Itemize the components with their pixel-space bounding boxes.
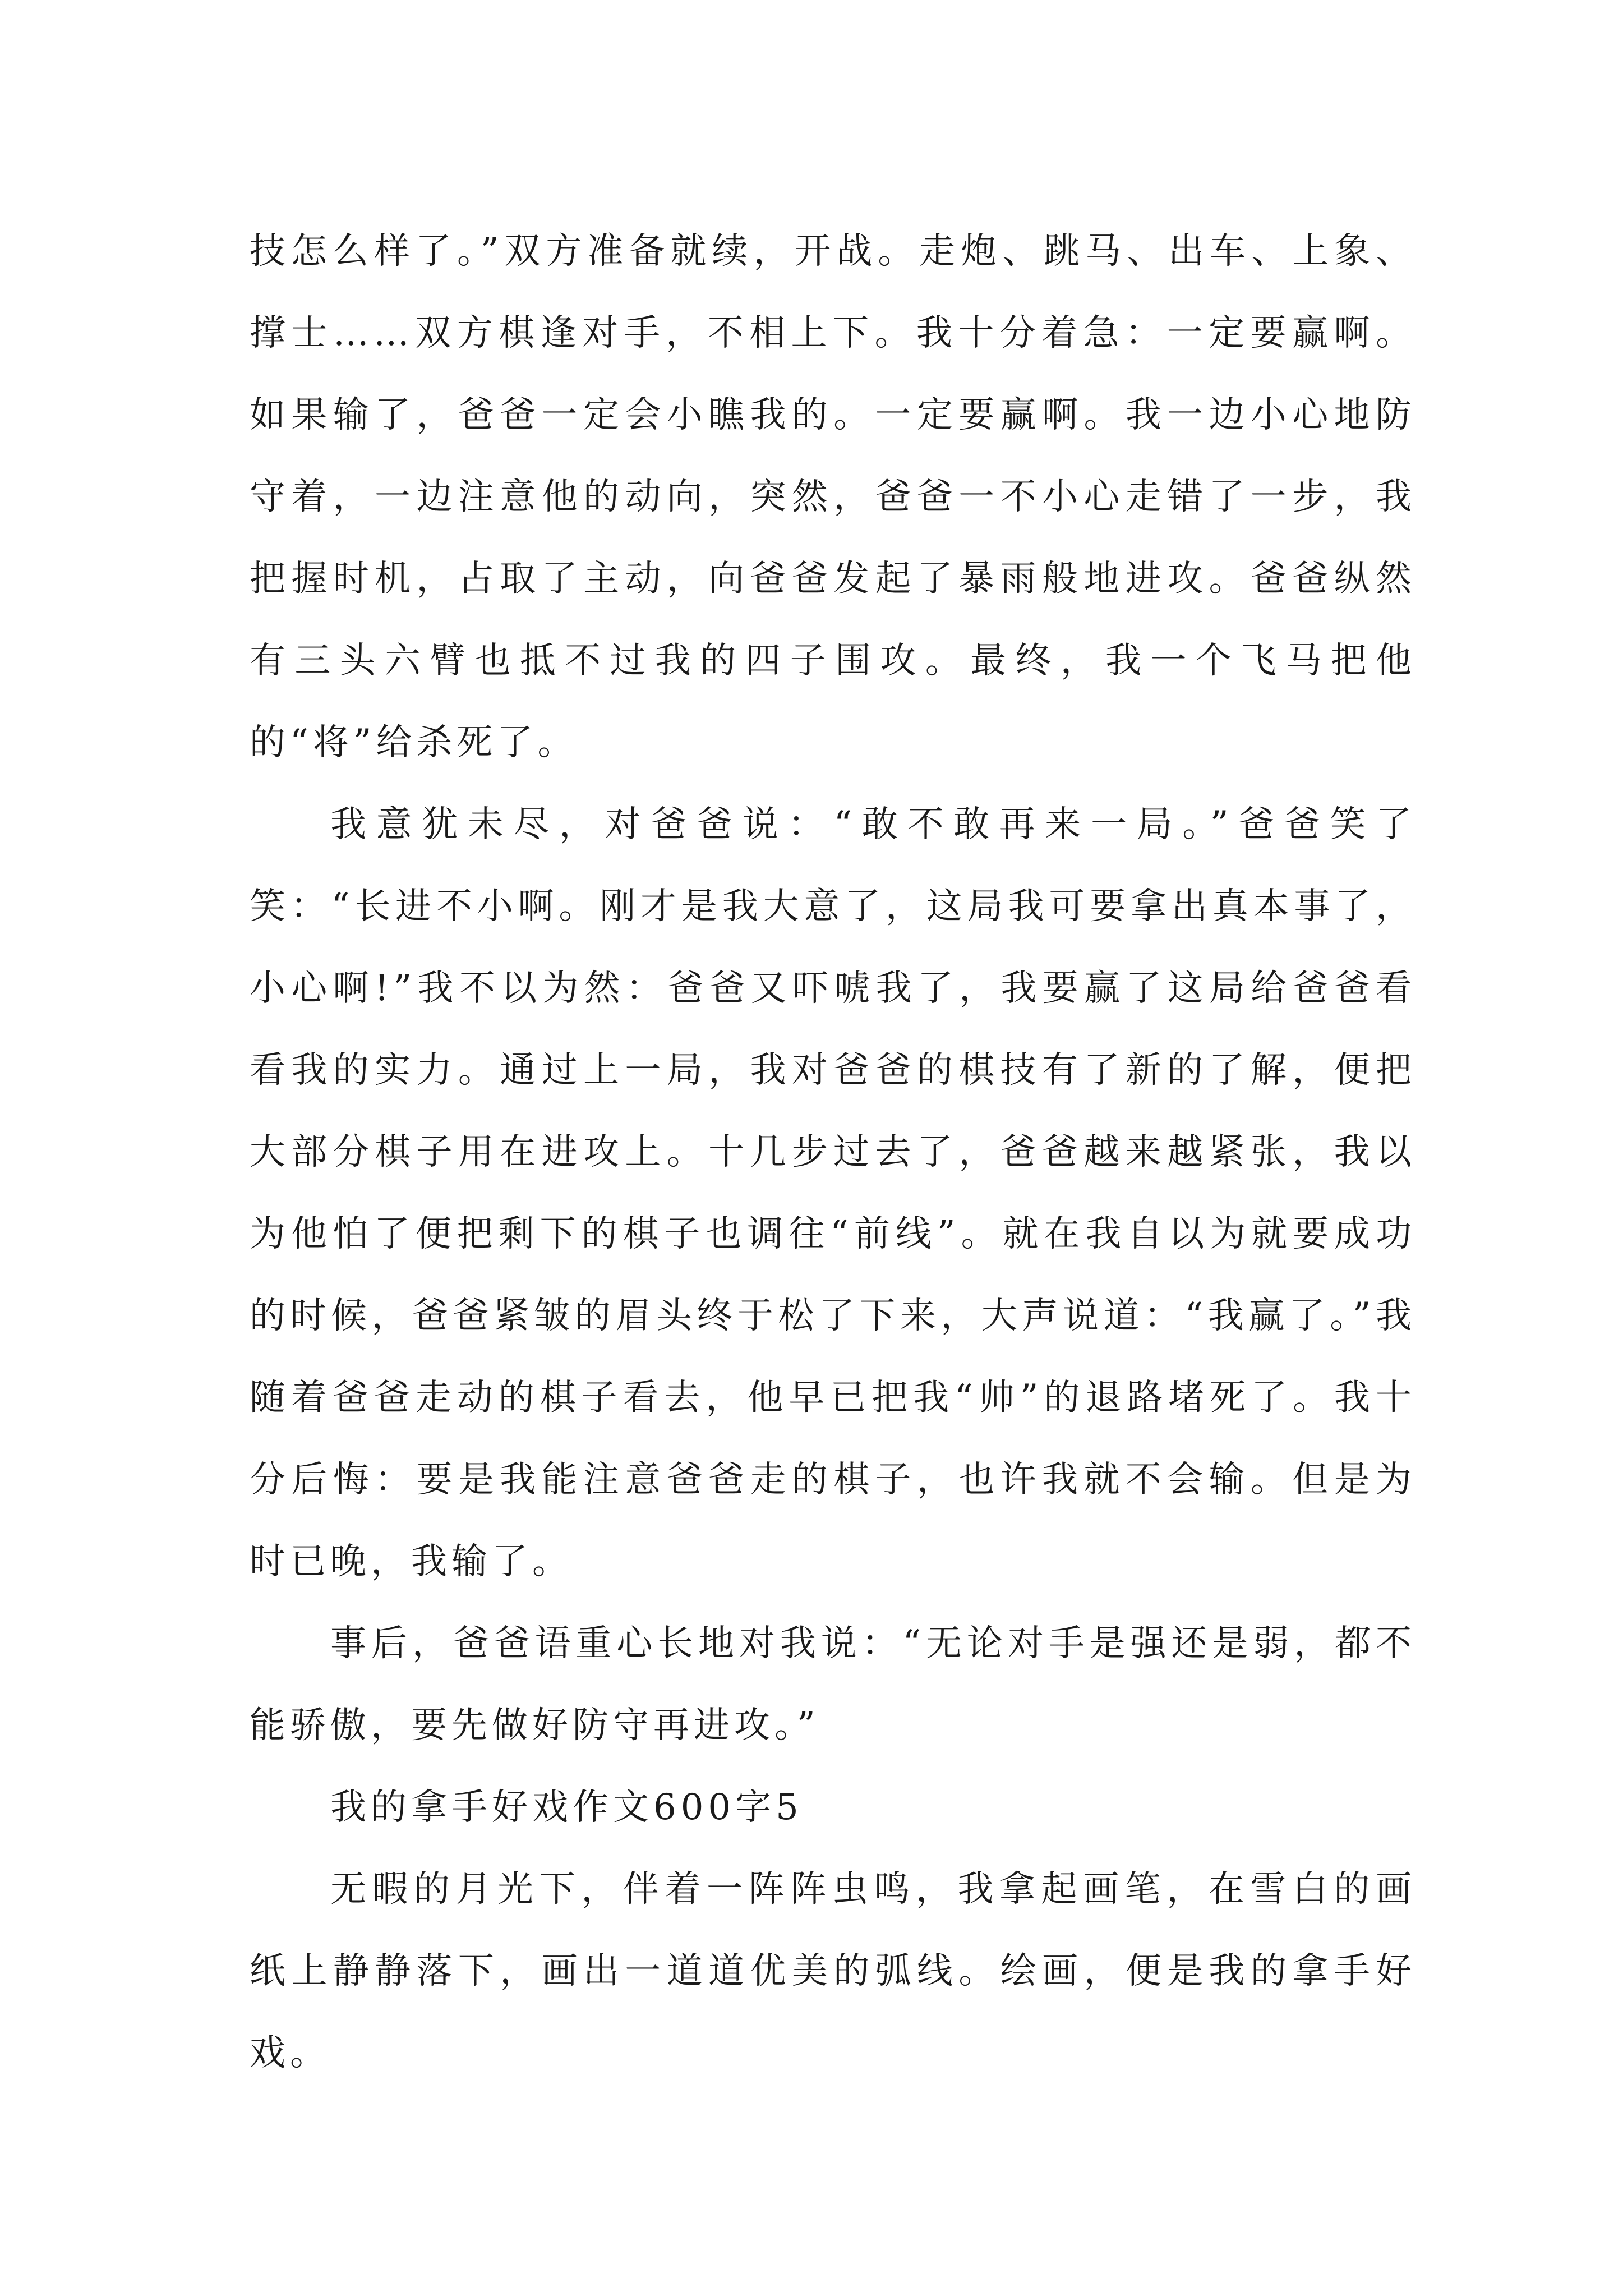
document-body — [250, 210, 1416, 2094]
essay-heading: 我的拿手好戏作文600字5 — [330, 1787, 803, 1828]
paragraph-painting-intro: 无暇的月光下，伴着一阵阵虫鸣，我拿起画笔，在雪白的画纸上静静落下，画出一道道优美的弧线。绘画，便是我的拿手好戏。 — [250, 1869, 1416, 2074]
paragraph-chess-second-game: 我意犹未尽，对爸爸说：“敢不敢再来一局。”爸爸笑了笑：“长进不小啊。刚才是我大意了，这局我可要拿出真本事了，小心啊!”我不以为然：爸爸又吓唬我了，我要赢了这局给爸爸看看我的实力。通过上一局，我对爸爸的棋技有了新的了解，便把大部分棋子用在进攻上。十几步过去了，爸爸越来越紧张，我以为他怕了便把剩下的棋子也调往“前线”。就在我自以为就要成功的时候，爸爸紧皱的眉头终于松了下来，大声说道：“我赢了。”我随着爸爸走动的棋子看去，他早已把我“帅”的退路堵死了。我十分后悔：要是我能注意爸爸走的棋子，也许我就不会输。但是为时已晚，我输了。 — [250, 804, 1416, 1582]
paragraph-father-advice: 事后，爸爸语重心长地对我说：“无论对手是强还是弱，都不能骄傲，要先做好防守再进攻。” — [250, 1623, 1416, 1746]
paragraph-chess-first-game: 技怎么样了。”双方准备就续，开战。走炮、跳马、出车、上象、撑士……双方棋逢对手，不相上下。我十分着急：一定要赢啊。如果输了，爸爸一定会小瞧我的。一定要赢啊。我一边小心地防守着，一边注意他的动向，突然，爸爸一不小心走错了一步，我把握时机，占取了主动，向爸爸发起了暴雨般地进攻。爸爸纵然有三头六臂也抵不过我的四子围攻。最终，我一个飞马把他的“将”给杀死了。 — [250, 231, 1416, 763]
